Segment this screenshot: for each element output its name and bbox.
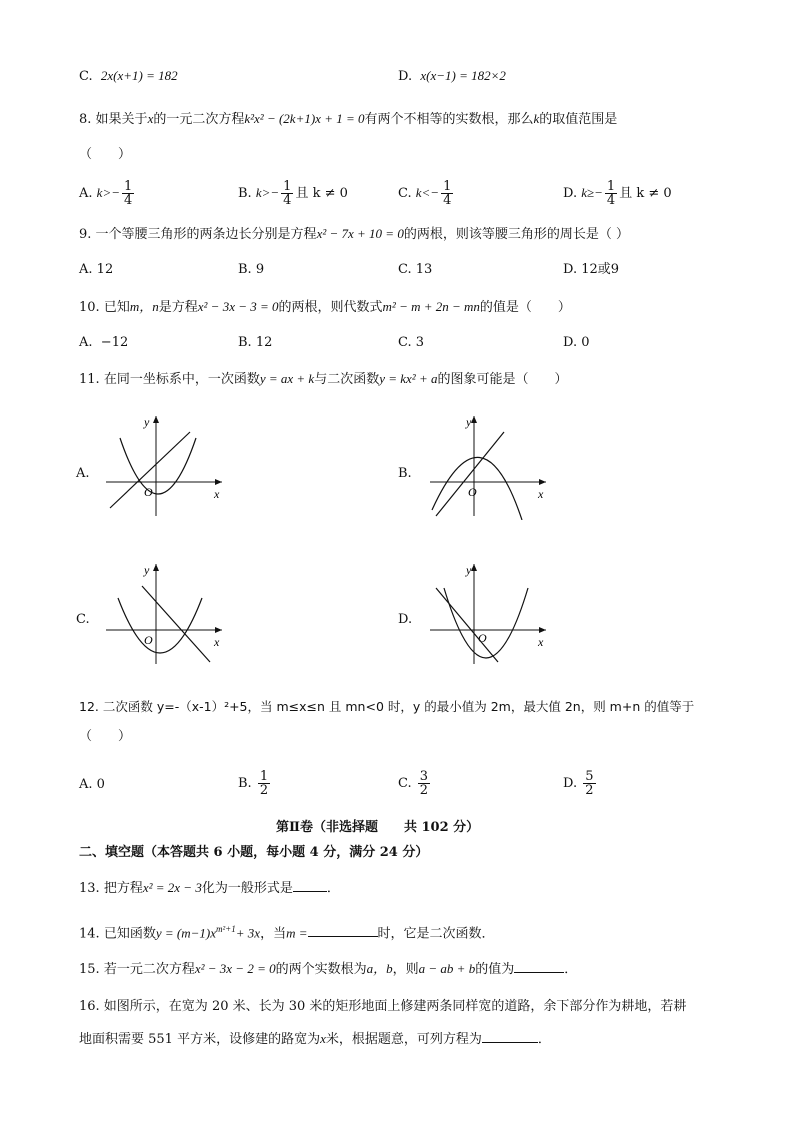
q15-text: 的两个实数根为 — [275, 962, 367, 977]
q16-end: ． — [537, 1032, 551, 1047]
option-value: 13 — [415, 262, 433, 277]
q8-option-d — [563, 180, 672, 207]
q15-text: 若一元二次方程 — [103, 962, 195, 977]
option-value: 3 — [415, 335, 425, 350]
q13-equation: x² = 2x − 3 — [142, 880, 202, 895]
q14-stem — [79, 919, 495, 944]
answer-blank[interactable] — [514, 958, 564, 973]
q11-graph-b-label: B. — [398, 466, 412, 481]
q11-quadratic-function: y = kx² + a — [379, 371, 438, 386]
option-label: C. — [398, 335, 412, 350]
option-label: B. — [238, 776, 252, 791]
q11-text: 在同一坐标系中，一次函数 — [103, 372, 260, 387]
option-label: C. — [79, 69, 93, 84]
option-value: 0 — [581, 335, 590, 350]
x-axis-label: x — [538, 487, 544, 501]
option-label: D. — [563, 776, 578, 791]
q10-stem — [79, 297, 571, 318]
origin-label: O — [468, 485, 477, 499]
q14-var: m = — [286, 925, 308, 941]
origin-label: O — [144, 485, 153, 499]
option-value: 0 — [96, 777, 105, 792]
q16-text: 地面积需要 551 平方米，设修建的路宽为 — [79, 1032, 321, 1047]
q10-option-a — [79, 333, 128, 353]
option-label: C. — [398, 776, 412, 791]
q12-paren: （ ） — [79, 729, 132, 744]
q11-graph-c — [98, 558, 228, 668]
option-expression: 2x(x+1) = 182 — [100, 68, 178, 83]
q9-option-d — [563, 260, 619, 280]
fraction-num: 1 — [443, 179, 452, 194]
x-axis-label: x — [538, 635, 544, 649]
q7-option-c — [79, 66, 178, 87]
question-number: 14. — [79, 926, 100, 942]
x-axis-arrow — [539, 627, 546, 633]
question-number: 13. — [79, 881, 100, 896]
q12-option-d — [563, 770, 598, 797]
option-tail: 且 k ≠ 0 — [295, 186, 348, 201]
q16-line1: 16. 如图所示，在宽为 20 米、长为 30 米的矩形地面上修建两条同样宽的道路，余下部分作为耕地，若耕 — [79, 999, 687, 1014]
q10-equation: x² − 3x − 3 = 0 — [197, 299, 279, 314]
option-value: 12 — [96, 262, 114, 277]
q11-graph-c-label: C. — [76, 612, 90, 627]
q8-text: 有两个不相等的实数根，那么 — [364, 112, 534, 127]
question-number: 8. — [79, 112, 92, 127]
q8-var: x — [147, 111, 154, 126]
q8-stem — [79, 109, 617, 130]
fraction-den: 2 — [585, 783, 594, 798]
fraction-num: 5 — [585, 769, 594, 784]
q14-exponent: m²+1 — [215, 924, 236, 934]
fraction-den: 4 — [124, 193, 133, 208]
option-value: −12 — [100, 335, 129, 350]
x-axis-label: x — [214, 635, 220, 649]
option-lhs: k>− — [255, 185, 280, 200]
q11-text: 与二次函数 — [314, 372, 380, 387]
q9-option-a — [79, 260, 113, 280]
question-number: 11. — [79, 372, 100, 387]
answer-blank[interactable] — [482, 1028, 538, 1043]
option-label: B. — [238, 186, 252, 201]
fraction-num: 1 — [259, 769, 269, 784]
q15-equation: x² − 3x − 2 = 0 — [194, 961, 276, 976]
q11-stem — [79, 369, 568, 390]
x-axis-label: x — [214, 487, 220, 501]
q10-text: 是方程 — [158, 300, 198, 315]
q11-graph-d-label: D. — [398, 612, 413, 627]
fraction-den: 4 — [443, 193, 452, 208]
q15-stem — [79, 958, 577, 980]
x-axis-arrow — [215, 627, 222, 633]
q10-option-d — [563, 333, 590, 353]
q10-text: 的值是（ ） — [479, 300, 571, 315]
q8-equation: k²x² − (2k+1)x + 1 = 0 — [244, 111, 365, 126]
origin-label: O — [144, 633, 153, 647]
y-axis-label: y — [144, 415, 150, 429]
q11-graph-a — [98, 410, 228, 520]
q15-end: ． — [564, 962, 578, 977]
y-axis-label: y — [466, 563, 472, 577]
line — [436, 432, 504, 516]
q14-text: ，当 — [260, 926, 287, 942]
q10-expression: m² − m + 2n − mn — [382, 299, 480, 314]
option-value: 9 — [255, 262, 265, 277]
q12-option-b — [238, 770, 272, 797]
option-label: B. — [238, 335, 252, 350]
q15-text: ，则 — [392, 962, 419, 977]
fraction — [122, 180, 134, 207]
option-tail: 且 k ≠ 0 — [619, 186, 672, 201]
fraction-num: 3 — [419, 769, 429, 784]
q7-option-d — [398, 66, 506, 87]
q8-text: 的一元二次方程 — [153, 112, 245, 127]
q16-var: x — [320, 1031, 326, 1046]
q10-vars: m，n — [129, 299, 159, 314]
parabola — [120, 438, 196, 494]
q11-graph-b — [422, 410, 552, 520]
q8-option-c — [398, 180, 455, 207]
y-axis-arrow — [153, 564, 159, 571]
q10-option-c — [398, 333, 424, 353]
y-axis-arrow — [471, 564, 477, 571]
q13-text: 化为一般形式是 — [201, 881, 293, 896]
q12-option-c — [398, 770, 432, 797]
fraction — [583, 770, 595, 797]
q8-text: 如果关于 — [95, 112, 148, 127]
option-label: B. — [238, 262, 252, 277]
x-axis-arrow — [539, 479, 546, 485]
q13-stem — [79, 877, 340, 899]
option-label: D. — [563, 335, 578, 350]
option-label: D. — [563, 186, 578, 201]
q9-option-c — [398, 260, 432, 280]
q11-graph-d — [422, 558, 552, 668]
q14-text: 已知函数 — [103, 926, 156, 942]
q11-text: 的图象可能是（ ） — [437, 372, 568, 387]
q8-option-a — [79, 180, 136, 207]
x-axis-arrow — [215, 479, 222, 485]
q10-option-b — [238, 333, 272, 353]
fraction — [441, 180, 453, 207]
q9-equation: x² − 7x + 10 = 0 — [316, 226, 404, 241]
y-axis-label: y — [144, 563, 150, 577]
q8-paren: （ ） — [79, 147, 132, 162]
y-axis-label: y — [466, 415, 472, 429]
option-label: A. — [79, 777, 93, 792]
q16-text: 米，根据题意，可列方程为 — [325, 1032, 482, 1047]
fraction-num: 1 — [283, 179, 292, 194]
y-axis-arrow — [471, 416, 477, 423]
option-value: 12 — [255, 335, 273, 350]
fraction-den: 4 — [283, 193, 292, 208]
fraction — [281, 180, 293, 207]
q10-text: 已知 — [103, 300, 130, 315]
y-axis-arrow — [153, 416, 159, 423]
option-expression: x(x−1) = 182×2 — [420, 68, 506, 83]
answer-blank[interactable] — [293, 877, 327, 892]
q11-graph-a-label: A. — [76, 466, 90, 481]
q14-end: 时，它是二次函数． — [377, 926, 495, 942]
line — [436, 588, 498, 662]
fraction-den: 2 — [419, 783, 429, 798]
q8-option-b — [238, 180, 348, 207]
option-value: 12或9 — [581, 262, 620, 277]
fraction-den: 4 — [606, 193, 616, 208]
question-number: 9. — [79, 227, 92, 242]
option-label: C. — [398, 262, 412, 277]
q11-linear-function: y = ax + k — [259, 371, 315, 386]
option-lhs: k>− — [96, 185, 120, 200]
fraction — [605, 180, 617, 207]
q13-text: 把方程 — [103, 881, 143, 896]
q12-option-a — [79, 775, 105, 795]
q13-end: ． — [326, 881, 340, 896]
q8-var: k — [533, 111, 540, 126]
q15-text: 的值为 — [475, 962, 515, 977]
q14-tail: + 3x — [235, 925, 261, 941]
part2-title: 第Ⅱ卷（非选择题 共 102 分） — [276, 820, 480, 835]
q15-vars: a，b — [366, 961, 393, 976]
fraction — [418, 770, 430, 797]
option-lhs: k<− — [415, 185, 440, 200]
section-heading: 二、填空题（本答题共 6 小题，每小题 4 分，满分 24 分） — [79, 845, 429, 860]
q9-text: 的两根，则该等腰三角形的周长是（ ） — [403, 227, 629, 242]
fraction-den: 2 — [259, 783, 269, 798]
option-label: C. — [398, 186, 412, 201]
q9-text: 一个等腰三角形的两条边长分别是方程 — [95, 227, 317, 242]
question-number: 15. — [79, 962, 100, 977]
q9-stem — [79, 224, 629, 245]
q12-stem: 12. 二次函数 y=-（x-1）²+5，当 m≤x≤n 且 mn<0 时，y 的最小值为 2m，最大值 2n，则 m+n 的值等于 — [79, 699, 695, 714]
fraction-num: 1 — [124, 179, 133, 194]
option-label: D. — [563, 262, 578, 277]
q14-equation: y = (m−1)x — [155, 925, 216, 941]
parabola — [432, 457, 522, 520]
q16-line2 — [79, 1028, 551, 1050]
fraction — [258, 770, 270, 797]
origin-label: O — [478, 631, 487, 645]
fraction-num: 1 — [606, 179, 616, 194]
option-label: D. — [398, 69, 413, 84]
option-label: A. — [79, 186, 93, 201]
option-label: A. — [79, 262, 93, 277]
option-label: A. — [79, 335, 93, 350]
q9-option-b — [238, 260, 264, 280]
answer-blank[interactable] — [308, 922, 378, 937]
q15-expression: a − ab + b — [418, 961, 476, 976]
option-lhs: k≥− — [581, 185, 603, 200]
question-number: 10. — [79, 300, 100, 315]
q10-text: 的两根，则代数式 — [278, 300, 383, 315]
q8-text: 的取值范围是 — [539, 112, 618, 127]
